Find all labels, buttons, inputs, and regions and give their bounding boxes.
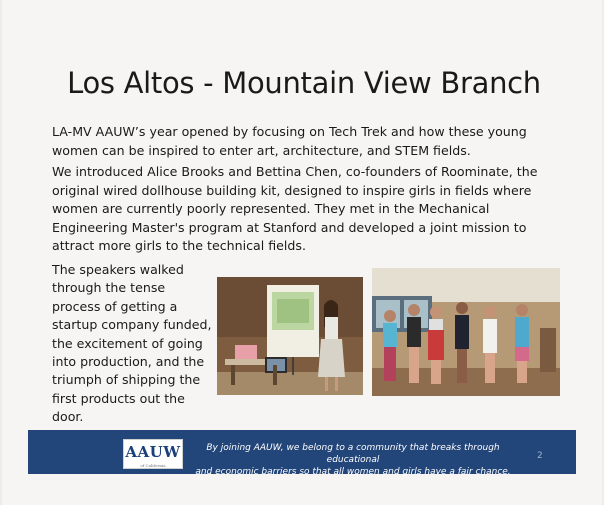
page-number: 2 (537, 451, 543, 461)
startup-paragraph: The speakers walked through the tense process of getting a startup company funded, the excitement of going into production, and the triumph of shipping the first products out the door. (52, 262, 212, 425)
footer-tagline (188, 442, 518, 478)
tagline-line-1: By joining AAUW, we belong to a community that breaks through educational (206, 443, 500, 465)
logo-text: AAUW (125, 443, 181, 461)
tagline-line-2: and economic barriers so that all women and girls have a fair chance. (195, 467, 511, 477)
slide-title: Los Altos - Mountain View Branch (67, 66, 541, 100)
aauw-logo (123, 439, 183, 469)
speakers-paragraph: We introduced Alice Brooks and Bettina Chen, co-founders of Roominate, the original wired dollhouse building kit, designed to inspire girls in fields where women are currently poorly represented. They met in the Mechanical Engineering Master's program at Stanford and developed a joint mission to attract more girls to the technical fields. (52, 164, 538, 253)
logo-subtext: of California (140, 463, 166, 468)
speaker-presentation-photo (217, 277, 363, 395)
group-photo (372, 268, 560, 396)
intro-paragraph: LA-MV AAUW’s year opened by focusing on Tech Trek and how these young women can be inspired to enter art, architecture, and STEM fields. (52, 124, 527, 158)
footer-bar (28, 430, 576, 477)
